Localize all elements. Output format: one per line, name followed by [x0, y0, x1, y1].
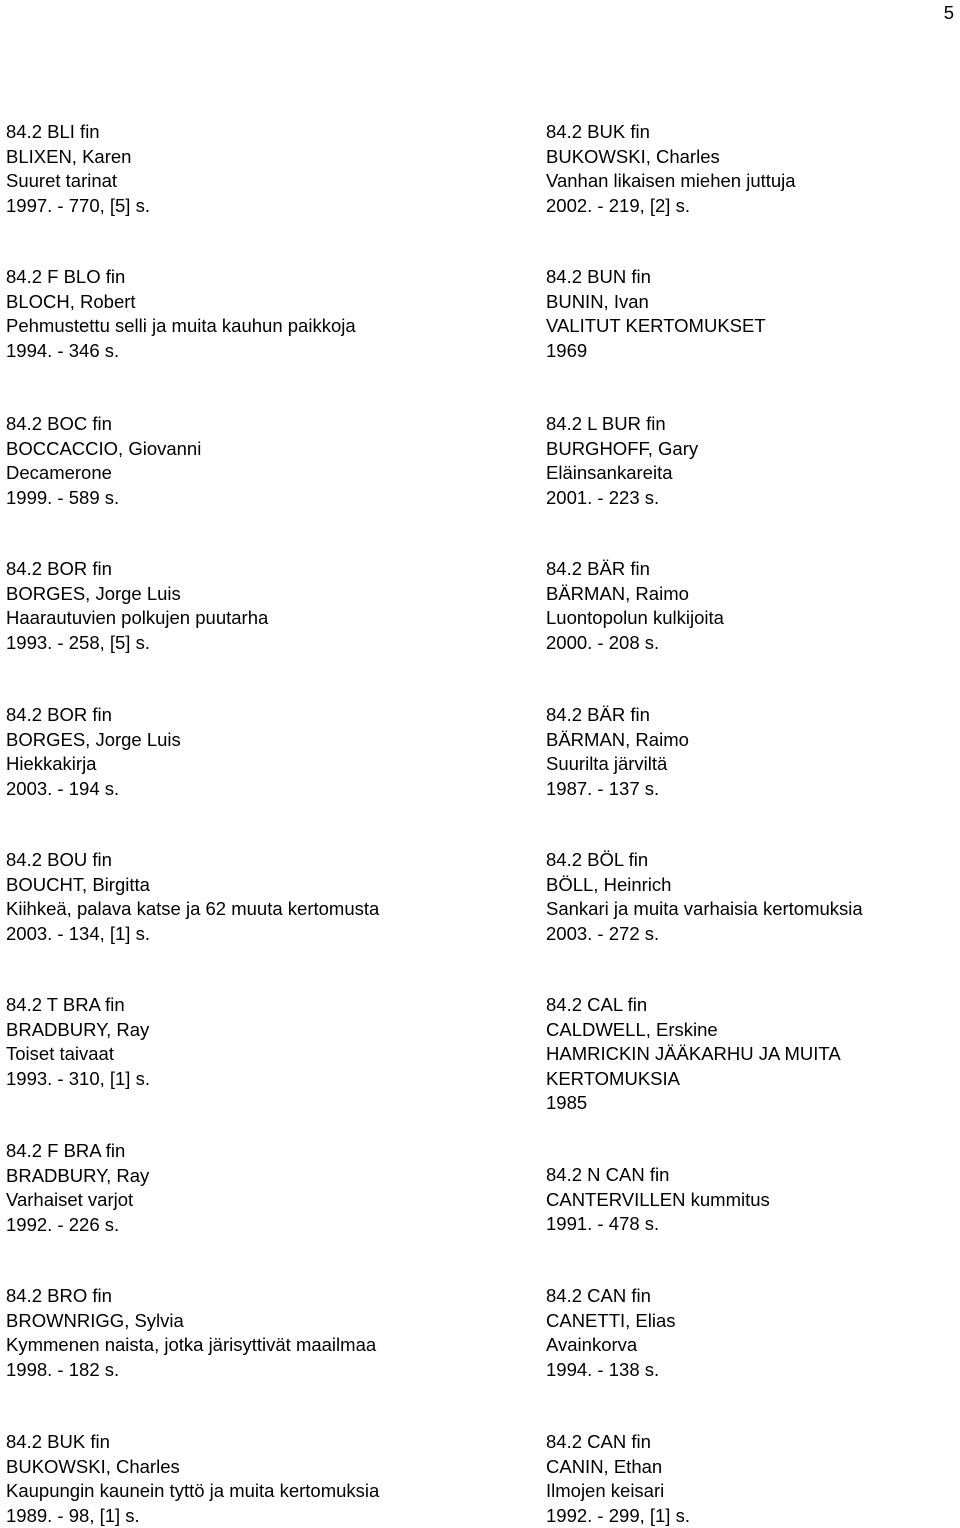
book-title: VALITUT KERTOMUKSET: [546, 314, 766, 339]
classification: 84.2 CAL fin: [546, 993, 841, 1018]
imprint: 1993. - 310, [1] s.: [6, 1067, 150, 1092]
author: BÄRMAN, Raimo: [546, 728, 689, 753]
author: BRADBURY, Ray: [6, 1018, 150, 1043]
classification: 84.2 T BRA fin: [6, 993, 150, 1018]
classification: 84.2 F BLO fin: [6, 265, 356, 290]
author: BUKOWSKI, Charles: [546, 145, 796, 170]
author: BÖLL, Heinrich: [546, 873, 863, 898]
classification: 84.2 BÄR fin: [546, 557, 724, 582]
author: CALDWELL, Erskine: [546, 1018, 841, 1043]
imprint: 2003. - 194 s.: [6, 777, 181, 802]
catalog-entry: [546, 1430, 690, 1528]
book-title: Sankari ja muita varhaisia kertomuksia: [546, 897, 863, 922]
classification: 84.2 BUK fin: [546, 120, 796, 145]
book-title: Decamerone: [6, 461, 201, 486]
catalog-entry: [546, 993, 841, 1116]
book-title: Pehmustettu selli ja muita kauhun paikkoja: [6, 314, 356, 339]
classification: 84.2 F BRA fin: [6, 1139, 149, 1164]
catalog-entry: [6, 848, 379, 946]
author: BORGES, Jorge Luis: [6, 728, 181, 753]
imprint: 1992. - 299, [1] s.: [546, 1504, 690, 1528]
classification: 84.2 N CAN fin: [546, 1163, 770, 1188]
book-title: Luontopolun kulkijoita: [546, 606, 724, 631]
classification: 84.2 BOU fin: [6, 848, 379, 873]
imprint: 2003. - 272 s.: [546, 922, 863, 947]
catalog-entry: [6, 412, 201, 510]
author: BUKOWSKI, Charles: [6, 1455, 379, 1480]
author: BRADBURY, Ray: [6, 1164, 149, 1189]
author: BLOCH, Robert: [6, 290, 356, 315]
author: BOUCHT, Birgitta: [6, 873, 379, 898]
catalog-entry: [6, 1430, 379, 1528]
imprint: 1998. - 182 s.: [6, 1358, 376, 1383]
catalog-entry: [546, 412, 698, 510]
catalog-entry: [546, 1284, 676, 1382]
classification: 84.2 BRO fin: [6, 1284, 376, 1309]
imprint: 2002. - 219, [2] s.: [546, 194, 796, 219]
classification: 84.2 CAN fin: [546, 1284, 676, 1309]
imprint: 2000. - 208 s.: [546, 631, 724, 656]
imprint: 1994. - 346 s.: [6, 339, 356, 364]
author: BUNIN, Ivan: [546, 290, 766, 315]
book-title: Haarautuvien polkujen puutarha: [6, 606, 268, 631]
book-title: Suurilta järviltä: [546, 752, 689, 777]
imprint: 2001. - 223 s.: [546, 486, 698, 511]
author: CANETTI, Elias: [546, 1309, 676, 1334]
classification: 84.2 BOR fin: [6, 703, 181, 728]
catalog-entry: [546, 1163, 770, 1237]
classification: 84.2 BÖL fin: [546, 848, 863, 873]
catalog-entry: [546, 557, 724, 655]
catalog-entry: [546, 120, 796, 218]
book-title: Eläinsankareita: [546, 461, 698, 486]
page-number: 5: [944, 2, 954, 24]
classification: 84.2 BUK fin: [6, 1430, 379, 1455]
catalog-entry: [546, 265, 766, 363]
imprint: 1994. - 138 s.: [546, 1358, 676, 1383]
book-title: Avainkorva: [546, 1333, 676, 1358]
author: BLIXEN, Karen: [6, 145, 150, 170]
book-title: Vanhan likaisen miehen juttuja: [546, 169, 796, 194]
book-title-continued: KERTOMUKSIA: [546, 1067, 841, 1092]
book-title: HAMRICKIN JÄÄKARHU JA MUITA: [546, 1042, 841, 1067]
catalog-entry: [6, 1139, 149, 1237]
catalog-entry: [6, 993, 150, 1091]
book-title: Kaupungin kaunein tyttö ja muita kertomuksia: [6, 1479, 379, 1504]
catalog-entry: [6, 557, 268, 655]
imprint: 1993. - 258, [5] s.: [6, 631, 268, 656]
classification: 84.2 L BUR fin: [546, 412, 698, 437]
book-title: Kiihkeä, palava katse ja 62 muuta kertomusta: [6, 897, 379, 922]
classification: 84.2 BLI fin: [6, 120, 150, 145]
imprint: 1992. - 226 s.: [6, 1213, 149, 1238]
classification: 84.2 BOC fin: [6, 412, 201, 437]
classification: 84.2 BÄR fin: [546, 703, 689, 728]
book-title: Kymmenen naista, jotka järisyttivät maailmaa: [6, 1333, 376, 1358]
catalog-entry: [546, 848, 863, 946]
imprint: 1997. - 770, [5] s.: [6, 194, 150, 219]
author: BOCCACCIO, Giovanni: [6, 437, 201, 462]
catalog-entry: [6, 703, 181, 801]
imprint: 1969: [546, 339, 766, 364]
classification: 84.2 BOR fin: [6, 557, 268, 582]
catalog-entry: [6, 1284, 376, 1382]
imprint: 2003. - 134, [1] s.: [6, 922, 379, 947]
book-title: Ilmojen keisari: [546, 1479, 690, 1504]
book-title: CANTERVILLEN kummitus: [546, 1188, 770, 1213]
classification: 84.2 CAN fin: [546, 1430, 690, 1455]
book-title: Suuret tarinat: [6, 169, 150, 194]
author: BORGES, Jorge Luis: [6, 582, 268, 607]
imprint: 1985: [546, 1091, 841, 1116]
book-title: Varhaiset varjot: [6, 1188, 149, 1213]
imprint: 1987. - 137 s.: [546, 777, 689, 802]
catalog-entry: [546, 703, 689, 801]
catalog-entry: [6, 120, 150, 218]
author: BURGHOFF, Gary: [546, 437, 698, 462]
classification: 84.2 BUN fin: [546, 265, 766, 290]
author: BROWNRIGG, Sylvia: [6, 1309, 376, 1334]
author: BÄRMAN, Raimo: [546, 582, 724, 607]
author: CANIN, Ethan: [546, 1455, 690, 1480]
book-title: Toiset taivaat: [6, 1042, 150, 1067]
imprint: 1989. - 98, [1] s.: [6, 1504, 379, 1528]
catalog-entry: [6, 265, 356, 363]
book-title: Hiekkakirja: [6, 752, 181, 777]
imprint: 1991. - 478 s.: [546, 1212, 770, 1237]
imprint: 1999. - 589 s.: [6, 486, 201, 511]
